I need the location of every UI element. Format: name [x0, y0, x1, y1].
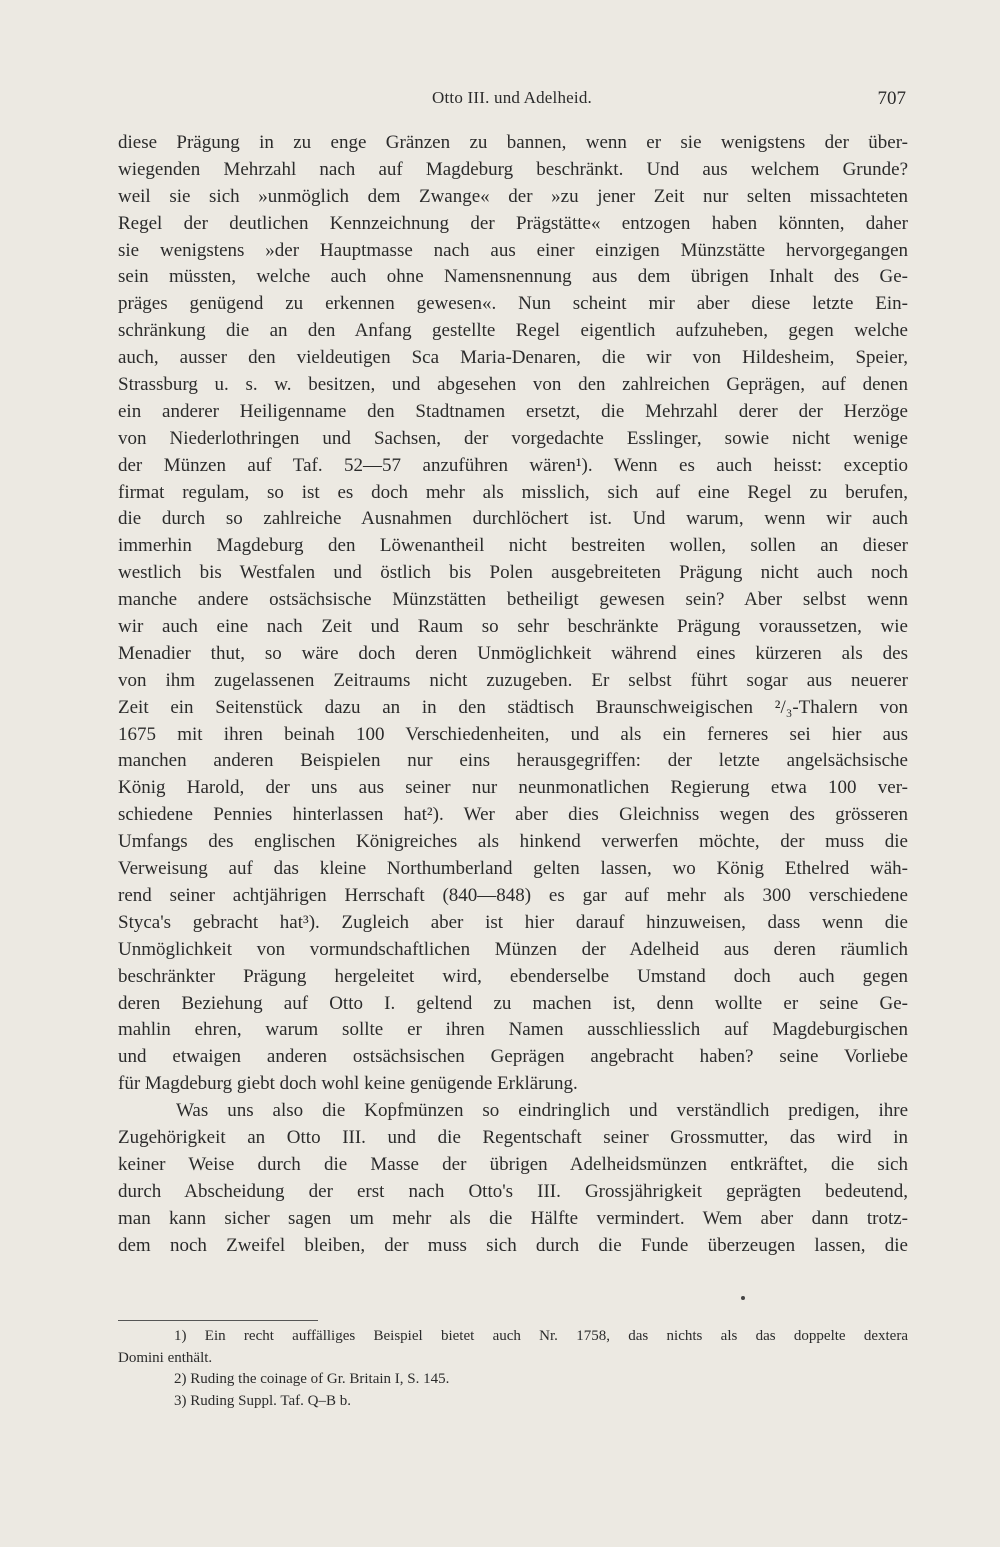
text-line: durch Abscheidung der erst nach Otto's III. Grossjährigkeit geprägten bedeutend,	[118, 1180, 908, 1202]
running-head	[118, 88, 906, 112]
text-line: manche andere ostsächsische Münzstätten betheiligt gewesen sein? Aber selbst wenn	[118, 589, 908, 611]
text-line: manchen anderen Beispielen nur eins herausgegriffen: der letzte angelsächsische	[118, 750, 908, 772]
text-line: keiner Weise durch die Masse der übrigen Adelheidsmünzen entkräftet, die sich	[118, 1153, 908, 1175]
footnote-1: 1) Ein recht auffälliges Beispiel bietet auch Nr. 1758, das nichts als das doppelte dextera	[174, 1328, 908, 1344]
text-line: 1675 mit ihren beinah 100 Verschiedenheiten, und als ein ferneres sei hier aus	[118, 723, 908, 745]
text-line: beschränkter Prägung hergeleitet wird, ebenderselbe Umstand doch auch gegen	[118, 965, 908, 987]
text-line: Unmöglichkeit von vormundschaftlichen Münzen der Adelheid aus deren räumlich	[118, 938, 908, 960]
running-head-title: Otto III. und Adelheid.	[432, 88, 592, 107]
paragraph-start-line: Was uns also die Kopfmünzen so eindringlich und verständlich predigen, ihre	[176, 1100, 908, 1122]
footnote-divider	[118, 1320, 318, 1321]
text-line: sein müssten, welche auch ohne Namensnennung aus dem übrigen Inhalt des Ge-	[118, 266, 908, 288]
text-line: der Münzen auf Taf. 52—57 anzuführen wären¹). Wenn es auch heisst: exceptio	[118, 454, 908, 476]
footnote-3: 3) Ruding Suppl. Taf. Q–B b.	[174, 1392, 352, 1409]
text-line: deren Beziehung auf Otto I. geltend zu machen ist, denn wollte er seine Ge-	[118, 992, 908, 1014]
text-line: Zeit ein Seitenstück dazu an in den städtisch Braunschweigischen ²/₃-Thalern von	[118, 696, 908, 718]
text-line: von Niederlothringen und Sachsen, der vorgedachte Esslinger, sowie nicht wenige	[118, 427, 908, 449]
text-line: sie wenigstens »der Hauptmasse nach aus einer einzigen Münzstätte hervorgegangen	[118, 239, 908, 261]
text-line: Regel der deutlichen Kennzeichnung der Prägstätte« entzogen haben könnten, daher	[118, 212, 908, 234]
text-line: schränkung die an den Anfang gestellte Regel eigentlich aufzuheben, gegen welche	[118, 320, 908, 342]
text-line: firmat regulam, so ist es doch mehr als misslich, sich auf eine Regel zu berufen,	[118, 481, 908, 503]
text-line: dem noch Zweifel bleiben, der muss sich durch die Funde überzeugen lassen, die	[118, 1234, 908, 1256]
text-line: rend seiner achtjährigen Herrschaft (840—848) es gar auf mehr als 300 verschiedene	[118, 884, 908, 906]
body-text	[118, 130, 908, 1259]
text-line: wir auch eine nach Zeit und Raum so sehr beschränkte Prägung voraussetzen, wie	[118, 616, 908, 638]
text-line: auch, ausser den vieldeutigen Sca Maria-Denaren, die wir von Hildesheim, Speier,	[118, 347, 908, 369]
text-line: und etwaigen anderen ostsächsischen Geprägen angebracht haben? seine Vorliebe	[118, 1046, 908, 1068]
text-line: Menadier thut, so wäre doch deren Unmöglichkeit während eines kürzeren als des	[118, 642, 908, 664]
text-line: man kann sicher sagen um mehr als die Hälfte vermindert. Wem aber dann trotz-	[118, 1207, 908, 1229]
text-line: König Harold, der uns aus seiner nur neunmonatlichen Regierung etwa 100 ver-	[118, 777, 908, 799]
print-speck	[741, 1296, 745, 1300]
footnote-1-continuation: Domini enthält.	[118, 1349, 213, 1366]
text-line: Strassburg u. s. w. besitzen, und abgesehen von den zahlreichen Geprägen, auf denen	[118, 374, 908, 396]
text-line: ein anderer Heiligenname den Stadtnamen ersetzt, die Mehrzahl derer der Herzöge	[118, 400, 908, 422]
text-line: diese Prägung in zu enge Gränzen zu bannen, wenn er sie wenigstens der über-	[118, 132, 908, 153]
text-line: immerhin Magdeburg den Löwenantheil nicht bestreiten wollen, sollen an dieser	[118, 535, 908, 557]
page-number: 707	[877, 88, 906, 109]
text-line: wiegenden Mehrzahl nach auf Magdeburg beschränkt. Und aus welchem Grunde?	[118, 158, 908, 180]
paragraph-end-line: für Magdeburg giebt doch wohl keine genügende Erklärung.	[118, 1073, 578, 1095]
text-line: Styca's gebracht hat³). Zugleich aber ist hier darauf hinzuweisen, dass wenn die	[118, 911, 908, 933]
footnote-2: 2) Ruding the coinage of Gr. Britain I, S. 145.	[174, 1371, 450, 1387]
text-line: schiedene Pennies hinterlassen hat²). Wer aber dies Gleichniss wegen des grösseren	[118, 804, 908, 826]
text-line: westlich bis Westfalen und östlich bis Polen ausgebreiteten Prägung nicht auch noch	[118, 562, 908, 584]
text-line: von ihm zugelassenen Zeitraums nicht zuzugeben. Er selbst führt sogar aus neuerer	[118, 669, 908, 691]
footnotes	[118, 1326, 908, 1412]
text-line: die durch so zahlreiche Ausnahmen durchlöchert ist. Und warum, wenn wir auch	[118, 508, 908, 530]
text-line: weil sie sich »unmöglich dem Zwange« der »zu jener Zeit nur selten missachteten	[118, 185, 908, 207]
text-line: Umfangs des englischen Königreiches als hinkend verwerfen möchte, der muss die	[118, 831, 908, 853]
text-line: präges genügend zu erkennen gewesen«. Nun scheint mir aber diese letzte Ein-	[118, 293, 908, 315]
text-line: mahlin ehren, warum sollte er ihren Namen ausschliesslich auf Magdeburgischen	[118, 1019, 908, 1041]
text-line: Verweisung auf das kleine Northumberland gelten lassen, wo König Ethelred wäh-	[118, 858, 908, 880]
text-line: Zugehörigkeit an Otto III. und die Regentschaft seiner Grossmutter, das wird in	[118, 1126, 908, 1148]
